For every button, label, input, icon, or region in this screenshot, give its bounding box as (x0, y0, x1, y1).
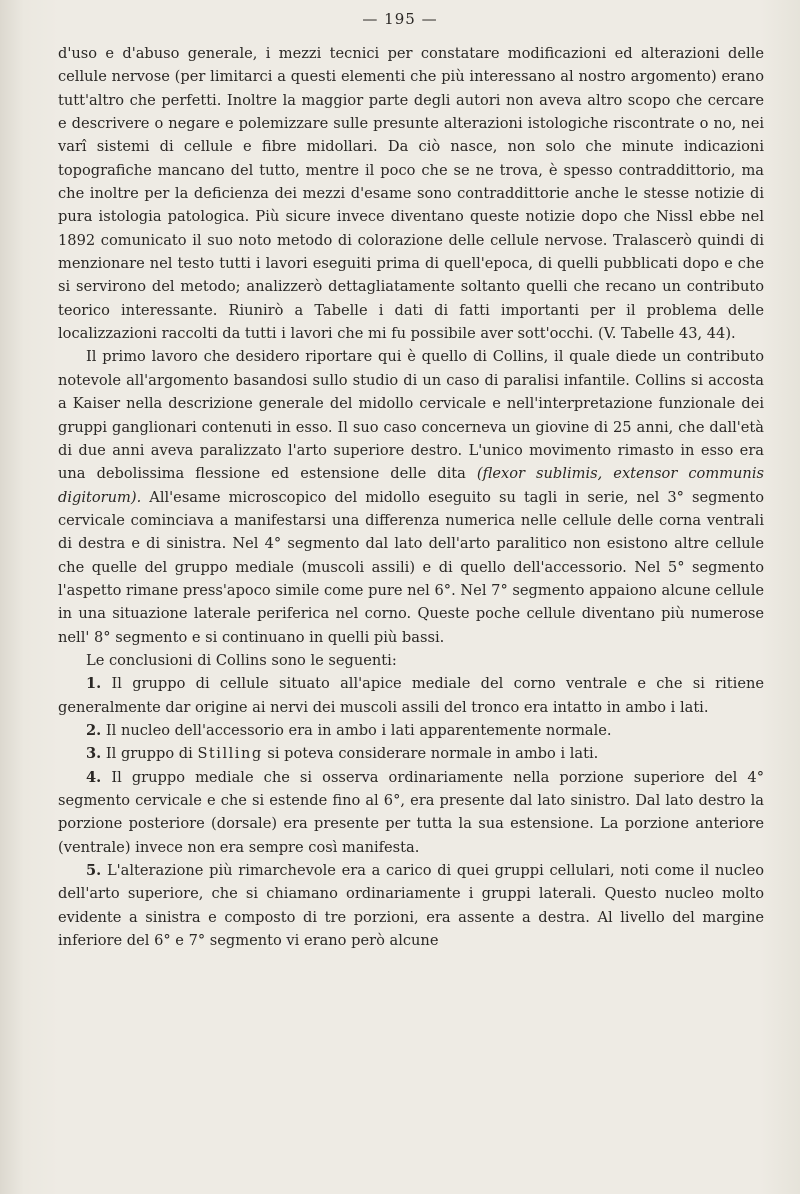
conclusion-number: 2. (86, 721, 102, 739)
conclusion-item-2 (58, 719, 764, 742)
conclusion-number: 5. (86, 862, 102, 880)
conclusion-text: L'alterazione più rimarchevole era a carico di quei gruppi cellulari, noti come il nucleo dell'arto superiore, che si chiamano ordinariamente i gruppi laterali. Questo nucleo molto evidente a sinistra e composto di tre porzioni, era assente a destra. Al livello del margine inferiore del 6° e 7° segmento vi erano però alcune (58, 862, 765, 950)
conclusion-item-3 (58, 742, 764, 765)
conclusion-item-4 (58, 766, 764, 859)
conclusion-text: Il gruppo mediale che si osserva ordinariamente nella porzione superiore del 4° segmento cervicale e che si estende fino al 6°, era presente dal lato sinistro. Dal lato destro la porzione posteriore (dorsale) era presente per tutta la sua estensione. La porzione anteriore (ventrale) invece non era sempre così manifesta. (58, 768, 764, 856)
paragraph-intro: d'uso e d'abuso generale, i mezzi tecnici per constatare modificazioni ed alterazioni delle cellule nervose (per limitarci a questi elementi che più interessano al nostro argomento) erano tutt'altro che perfetti. Inoltre la maggior parte degli autori non aveva altro scopo che cercare e descrivere o negare e polemizzare sulle presunte alterazioni istologiche riscontrate o no, nei varî sistemi di cellule e fibre midollari. Da ciò nasce, non solo che minute indicazioni topografiche mancano del tutto, mentre il poco che se ne trova, è spesso contraddittorio, ma che inoltre per la deficienza dei mezzi d'esame sono contraddittorie anche le stesse notizie di pura istologia patologica. Più sicure invece diventano queste notizie dopo che Nissl ebbe nel 1892 comunicato il suo noto metodo di colorazione delle cellule nervose. Tralascerò quindi di menzionare nel testo tutti i lavori eseguiti prima di quell'epoca, di quelli pubblicati dopo e che si servirono del metodo; analizzerò dettagliatamente soltanto quelli che recano un contributo teorico interessante. Riunirò a Tabelle i dati di fatti importanti per il problema delle localizzazioni raccolti da tutti i lavori che mi fu possibile aver sott'occhi. (V. Tabelle 43, 44). (58, 45, 764, 343)
conclusion-text: Il gruppo di cellule situato all'apice mediale del corno ventrale e che si ritiene generalmente dar origine ai nervi dei muscoli assili del tronco era intatto in ambo i lati. (58, 675, 764, 716)
conclusion-text: Il gruppo di (105, 745, 198, 763)
paragraph-text: Il primo lavoro che desidero riportare qui è quello di Collins, il quale diede un contributo notevole all'argomento basandosi sullo studio di un caso di paralisi infantile. Collins si accosta a Kaiser nella descrizione generale del midollo cervicale e nell'interpretazione funzionale dei gruppi ganglionari contenuti in esso. Il suo caso concerneva un giovine di 25 anni, che dall'età di due anni aveva paralizzato l'arto superiore destro. L'unico movimento rimasto in esso era una debolissima flessione ed estensione delle dita (58, 348, 764, 483)
conclusion-text: si poteva considerare normale in ambo i lati. (262, 745, 599, 763)
conclusion-number: 3. (86, 745, 102, 763)
conclusion-number: 4. (86, 768, 102, 786)
page-number-header: — 195 — (362, 10, 438, 28)
page-body (58, 42, 764, 952)
conclusion-item-1 (58, 672, 764, 719)
spaced-name-stilling: Stilling (197, 745, 263, 763)
conclusion-item-5 (58, 859, 764, 952)
paragraph-collins-case (58, 345, 764, 648)
paragraph-conclusions-intro: Le conclusioni di Collins sono le seguenti: (86, 651, 397, 669)
conclusion-text: Il nucleo dell'accessorio era in ambo i lati apparentemente normale. (105, 721, 612, 739)
conclusion-number: 1. (86, 675, 102, 693)
paragraph-text: All'esame microscopico del midollo eseguito su tagli in serie, nel 3° segmento cervicale cominciava a manifestarsi una differenza numerica nelle cellule delle corna ventrali di destra e di sinistra. Nel 4° segmento dal lato dell'arto paralitico non esistono altre cellule che quelle del gruppo mediale (muscoli assili) e di quello dell'accessorio. Nel 5° segmento l'aspetto rimane press'apoco simile come pure nel 6°. Nel 7° segmento appaiono alcune cellule in una situazione laterale periferica nel corno. Queste poche cellule diventano più numerose nell' 8° segmento e si continuano in quelli più bassi. (58, 488, 764, 646)
italic-muscle-names: (flexor sublimis, extensor communis digitorum). (58, 465, 764, 506)
